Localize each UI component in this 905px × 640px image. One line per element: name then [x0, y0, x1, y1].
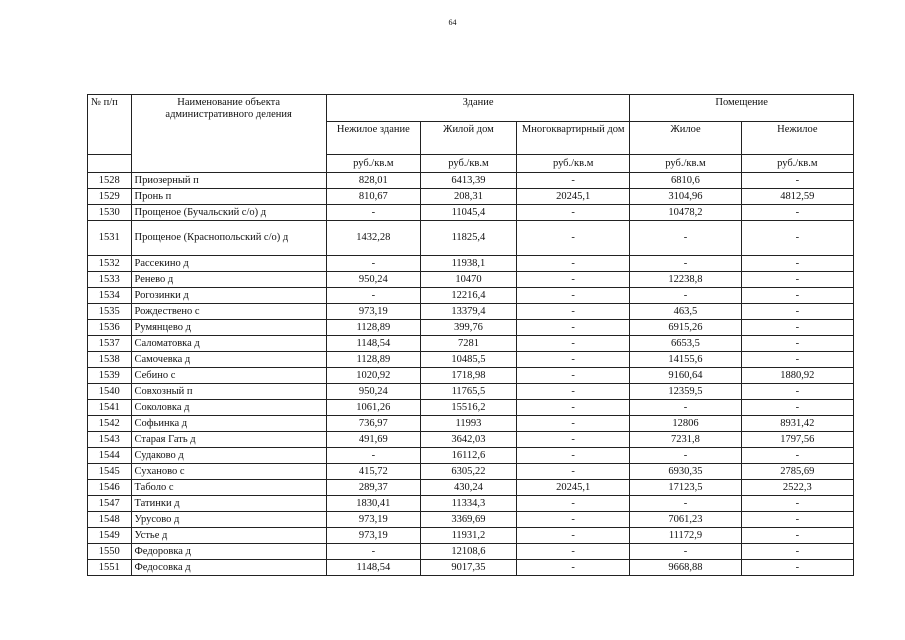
table-row [88, 560, 854, 576]
table-row [88, 320, 854, 336]
value-nonresidential-building: 973,19 [326, 512, 420, 528]
table-header [88, 95, 854, 173]
value-apartment-building: - [517, 384, 630, 400]
header-unit: руб./кв.м [420, 155, 516, 173]
value-residential-house: 11931,2 [420, 528, 516, 544]
header-apartment-building: Многоквартирный дом [517, 122, 630, 155]
row-number: 1536 [88, 320, 132, 336]
value-residential-house: 430,24 [420, 480, 516, 496]
value-residential-house: 208,31 [420, 189, 516, 205]
value-nonresidential-premises: - [741, 320, 853, 336]
value-residential-house: 15516,2 [420, 400, 516, 416]
value-residential-house: 3642,03 [420, 432, 516, 448]
table-body [88, 173, 854, 576]
value-nonresidential-building: 828,01 [326, 173, 420, 189]
value-residential-premises: 11172,9 [630, 528, 741, 544]
value-nonresidential-premises: - [741, 272, 853, 288]
value-nonresidential-premises: - [741, 304, 853, 320]
value-apartment-building: - [517, 320, 630, 336]
value-residential-premises: 3104,96 [630, 189, 741, 205]
value-apartment-building: - [517, 288, 630, 304]
row-settlement-name: Таболо с [131, 480, 326, 496]
row-settlement-name: Саломатовка д [131, 336, 326, 352]
header-unit: руб./кв.м [630, 155, 741, 173]
value-apartment-building: - [517, 448, 630, 464]
row-settlement-name: Себино с [131, 368, 326, 384]
value-apartment-building: 20245,1 [517, 480, 630, 496]
value-nonresidential-building: 950,24 [326, 272, 420, 288]
value-apartment-building: - [517, 352, 630, 368]
row-settlement-name: Совхозный п [131, 384, 326, 400]
row-settlement-name: Ренево д [131, 272, 326, 288]
row-number: 1543 [88, 432, 132, 448]
value-residential-premises: - [630, 496, 741, 512]
value-nonresidential-building: - [326, 205, 420, 221]
value-residential-premises: 9160,64 [630, 368, 741, 384]
value-nonresidential-premises: - [741, 544, 853, 560]
value-nonresidential-premises: - [741, 221, 853, 256]
row-number: 1544 [88, 448, 132, 464]
value-apartment-building: - [517, 464, 630, 480]
value-apartment-building: - [517, 512, 630, 528]
value-nonresidential-premises: 1797,56 [741, 432, 853, 448]
value-residential-house: 10470 [420, 272, 516, 288]
value-residential-house: 12216,4 [420, 288, 516, 304]
table-row [88, 368, 854, 384]
row-number: 1542 [88, 416, 132, 432]
row-settlement-name: Татинки д [131, 496, 326, 512]
value-nonresidential-premises: - [741, 448, 853, 464]
header-name: Наименование объекта административного деления [131, 95, 326, 173]
row-settlement-name: Судаково д [131, 448, 326, 464]
row-number: 1541 [88, 400, 132, 416]
value-nonresidential-premises: - [741, 560, 853, 576]
row-number: 1539 [88, 368, 132, 384]
table-row [88, 256, 854, 272]
value-nonresidential-building: 1148,54 [326, 336, 420, 352]
row-settlement-name: Суханово с [131, 464, 326, 480]
value-residential-premises: - [630, 400, 741, 416]
row-settlement-name: Приозерный п [131, 173, 326, 189]
value-apartment-building: - [517, 496, 630, 512]
table-row [88, 288, 854, 304]
value-residential-premises: 6653,5 [630, 336, 741, 352]
value-residential-house: 6305,22 [420, 464, 516, 480]
table-row [88, 544, 854, 560]
value-residential-house: 399,76 [420, 320, 516, 336]
value-residential-premises: - [630, 256, 741, 272]
row-number: 1538 [88, 352, 132, 368]
table-row [88, 416, 854, 432]
row-number: 1551 [88, 560, 132, 576]
value-residential-premises: 12806 [630, 416, 741, 432]
row-number: 1547 [88, 496, 132, 512]
table-row [88, 221, 854, 256]
value-residential-premises: 17123,5 [630, 480, 741, 496]
row-number: 1535 [88, 304, 132, 320]
value-nonresidential-building: 950,24 [326, 384, 420, 400]
row-settlement-name: Урусово д [131, 512, 326, 528]
value-residential-house: 11334,3 [420, 496, 516, 512]
value-residential-premises: 6810,6 [630, 173, 741, 189]
value-apartment-building: - [517, 221, 630, 256]
header-number-blank [88, 155, 132, 173]
value-residential-house: 13379,4 [420, 304, 516, 320]
row-number: 1540 [88, 384, 132, 400]
header-unit: руб./кв.м [741, 155, 853, 173]
row-settlement-name: Устье д [131, 528, 326, 544]
header-unit: руб./кв.м [517, 155, 630, 173]
value-residential-premises: 7231,8 [630, 432, 741, 448]
row-number: 1530 [88, 205, 132, 221]
table-row [88, 496, 854, 512]
value-residential-house: 10485,5 [420, 352, 516, 368]
value-nonresidential-premises: 2785,69 [741, 464, 853, 480]
table-row [88, 352, 854, 368]
row-number: 1534 [88, 288, 132, 304]
value-apartment-building: - [517, 304, 630, 320]
value-nonresidential-building: 415,72 [326, 464, 420, 480]
value-nonresidential-building: 1020,92 [326, 368, 420, 384]
row-settlement-name: Пронь п [131, 189, 326, 205]
value-residential-house: 9017,35 [420, 560, 516, 576]
header-unit: руб./кв.м [326, 155, 420, 173]
value-apartment-building: - [517, 368, 630, 384]
value-residential-premises: 6915,26 [630, 320, 741, 336]
value-nonresidential-premises: 1880,92 [741, 368, 853, 384]
value-residential-premises: 7061,23 [630, 512, 741, 528]
table-row [88, 448, 854, 464]
value-apartment-building: 20245,1 [517, 189, 630, 205]
row-settlement-name: Рассекино д [131, 256, 326, 272]
table-row [88, 272, 854, 288]
header-residential-premises: Жилое [630, 122, 741, 155]
row-settlement-name: Федосовка д [131, 560, 326, 576]
value-residential-house: 7281 [420, 336, 516, 352]
value-nonresidential-building: 973,19 [326, 304, 420, 320]
header-number: № п/п [88, 95, 132, 155]
value-residential-house: 11825,4 [420, 221, 516, 256]
value-nonresidential-building: 1128,89 [326, 320, 420, 336]
value-nonresidential-premises: - [741, 512, 853, 528]
row-settlement-name: Прощеное (Краснопольский с/о) д [131, 221, 326, 256]
row-settlement-name: Софьинка д [131, 416, 326, 432]
value-residential-premises: 12238,8 [630, 272, 741, 288]
value-nonresidential-building: 1432,28 [326, 221, 420, 256]
value-nonresidential-building: - [326, 256, 420, 272]
table-row [88, 400, 854, 416]
row-number: 1546 [88, 480, 132, 496]
table-row [88, 189, 854, 205]
value-nonresidential-premises: - [741, 288, 853, 304]
value-nonresidential-premises: - [741, 528, 853, 544]
value-residential-premises: 14155,6 [630, 352, 741, 368]
row-settlement-name: Прощеное (Бучальский с/о) д [131, 205, 326, 221]
row-number: 1533 [88, 272, 132, 288]
value-nonresidential-premises: - [741, 256, 853, 272]
row-settlement-name: Рогозинки д [131, 288, 326, 304]
value-residential-premises: - [630, 221, 741, 256]
value-nonresidential-building: - [326, 544, 420, 560]
table-row [88, 480, 854, 496]
header-premises: Помещение [630, 95, 854, 122]
row-settlement-name: Самочевка д [131, 352, 326, 368]
table-row [88, 336, 854, 352]
row-settlement-name: Румянцево д [131, 320, 326, 336]
value-nonresidential-premises: - [741, 400, 853, 416]
value-nonresidential-premises: 8931,42 [741, 416, 853, 432]
value-nonresidential-premises: 2522,3 [741, 480, 853, 496]
row-number: 1529 [88, 189, 132, 205]
value-residential-premises: - [630, 544, 741, 560]
value-residential-house: 1718,98 [420, 368, 516, 384]
row-settlement-name: Рождествено с [131, 304, 326, 320]
value-nonresidential-building: 1830,41 [326, 496, 420, 512]
value-nonresidential-premises: - [741, 205, 853, 221]
row-number: 1532 [88, 256, 132, 272]
value-residential-premises: 9668,88 [630, 560, 741, 576]
value-apartment-building: - [517, 173, 630, 189]
value-residential-house: 11993 [420, 416, 516, 432]
value-nonresidential-premises: - [741, 336, 853, 352]
value-residential-house: 3369,69 [420, 512, 516, 528]
row-number: 1531 [88, 221, 132, 256]
table-row [88, 512, 854, 528]
row-number: 1549 [88, 528, 132, 544]
value-apartment-building: - [517, 432, 630, 448]
cadastral-value-table [87, 94, 854, 576]
table-row [88, 304, 854, 320]
value-nonresidential-premises: - [741, 384, 853, 400]
table-row [88, 528, 854, 544]
table-row [88, 432, 854, 448]
value-apartment-building: - [517, 205, 630, 221]
table-row [88, 205, 854, 221]
row-number: 1537 [88, 336, 132, 352]
value-nonresidential-premises: - [741, 496, 853, 512]
value-nonresidential-building: 1061,26 [326, 400, 420, 416]
value-apartment-building: - [517, 544, 630, 560]
value-residential-house: 11765,5 [420, 384, 516, 400]
row-number: 1528 [88, 173, 132, 189]
value-residential-house: 6413,39 [420, 173, 516, 189]
page-number: 64 [448, 18, 457, 27]
value-nonresidential-building: 1128,89 [326, 352, 420, 368]
value-nonresidential-premises: - [741, 173, 853, 189]
value-residential-premises: 12359,5 [630, 384, 741, 400]
value-nonresidential-premises: - [741, 352, 853, 368]
table-row [88, 384, 854, 400]
value-nonresidential-building: - [326, 288, 420, 304]
header-nonresidential-building: Нежилое здание [326, 122, 420, 155]
value-apartment-building: - [517, 272, 630, 288]
row-number: 1545 [88, 464, 132, 480]
value-apartment-building: - [517, 336, 630, 352]
value-residential-house: 11045,4 [420, 205, 516, 221]
value-residential-premises: 463,5 [630, 304, 741, 320]
row-settlement-name: Старая Гать д [131, 432, 326, 448]
value-nonresidential-building: 491,69 [326, 432, 420, 448]
row-settlement-name: Федоровка д [131, 544, 326, 560]
header-residential-house: Жилой дом [420, 122, 516, 155]
value-apartment-building: - [517, 528, 630, 544]
value-residential-premises: 6930,35 [630, 464, 741, 480]
value-nonresidential-building: 1148,54 [326, 560, 420, 576]
value-nonresidential-building: 736,97 [326, 416, 420, 432]
value-apartment-building: - [517, 416, 630, 432]
value-residential-house: 16112,6 [420, 448, 516, 464]
table-row [88, 464, 854, 480]
value-apartment-building: - [517, 400, 630, 416]
row-number: 1550 [88, 544, 132, 560]
value-apartment-building: - [517, 256, 630, 272]
value-nonresidential-building: - [326, 448, 420, 464]
value-residential-premises: - [630, 288, 741, 304]
value-nonresidential-premises: 4812,59 [741, 189, 853, 205]
value-residential-house: 12108,6 [420, 544, 516, 560]
value-nonresidential-building: 289,37 [326, 480, 420, 496]
table-row [88, 173, 854, 189]
row-number: 1548 [88, 512, 132, 528]
header-building: Здание [326, 95, 630, 122]
row-settlement-name: Соколовка д [131, 400, 326, 416]
value-residential-premises: - [630, 448, 741, 464]
value-residential-house: 11938,1 [420, 256, 516, 272]
value-nonresidential-building: 973,19 [326, 528, 420, 544]
value-nonresidential-building: 810,67 [326, 189, 420, 205]
value-apartment-building: - [517, 560, 630, 576]
header-nonresidential-premises: Нежилое [741, 122, 853, 155]
value-residential-premises: 10478,2 [630, 205, 741, 221]
